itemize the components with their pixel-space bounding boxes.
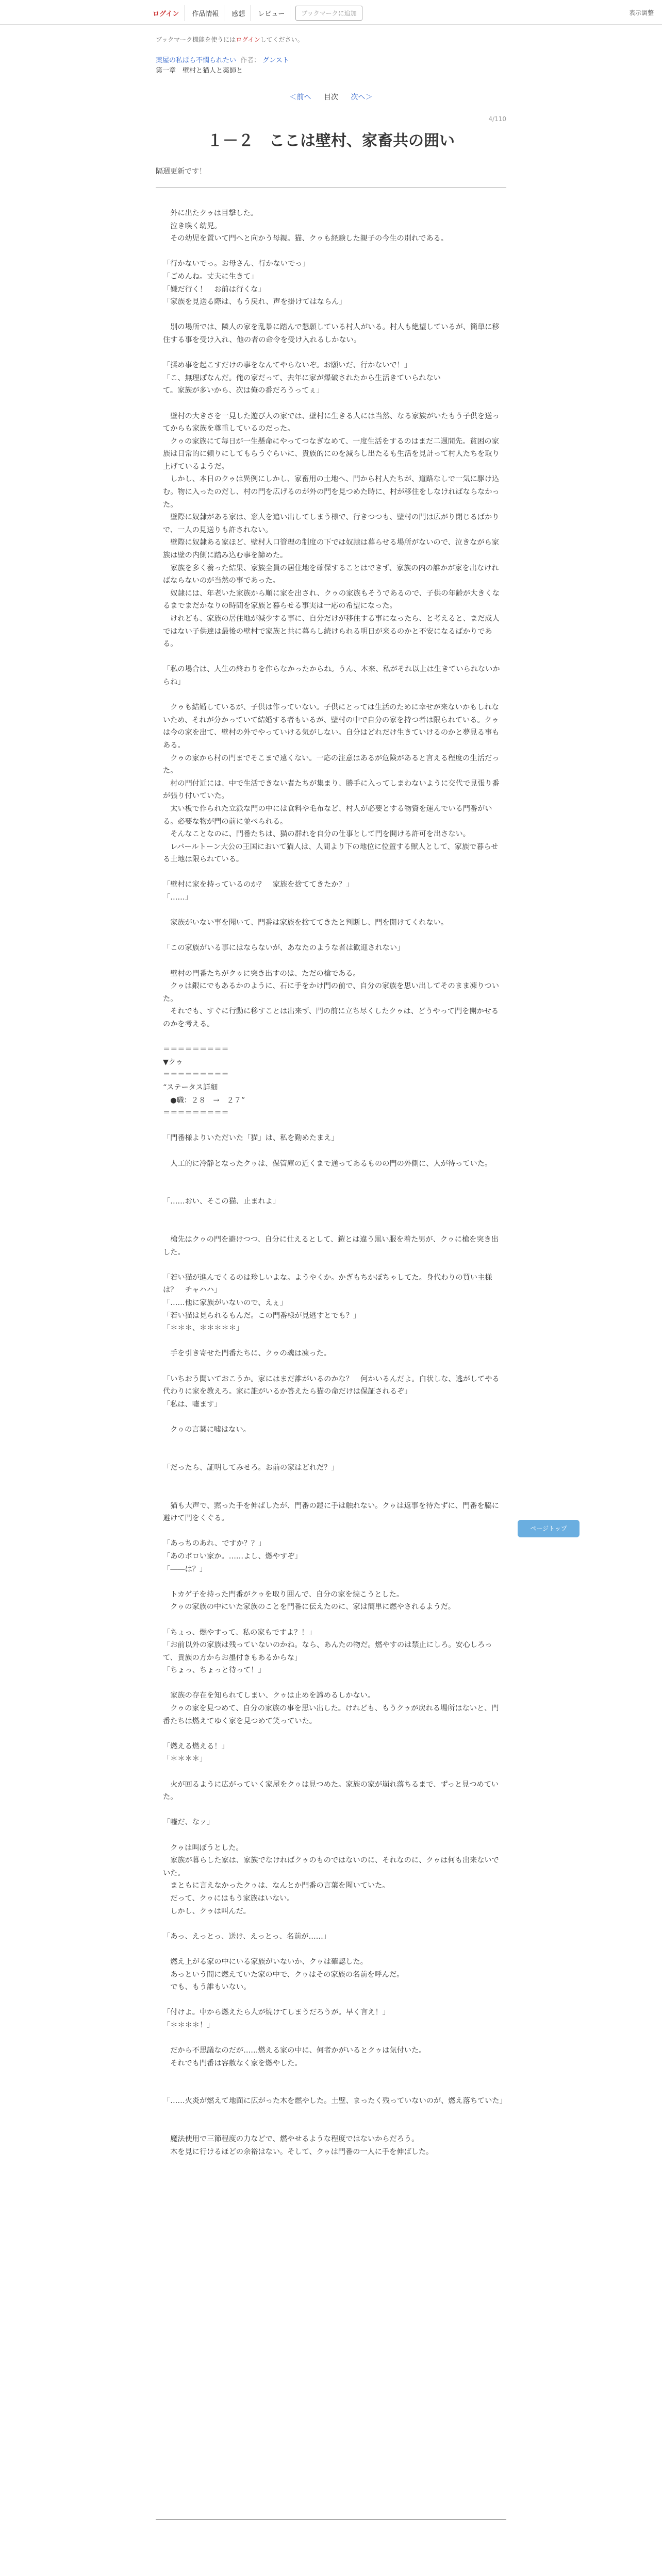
page-top-button[interactable]: ページトップ (518, 1520, 580, 1537)
body-paragraph: 「付けよ。中から燃えたら人が焼けてしまうだろうが。早く言え！」 (163, 2008, 390, 2017)
body-paragraph: あっという間に燃えていた家の中で、クゥはその家族の名前を呼んだ。 (163, 1970, 404, 1979)
add-bookmark-button-disabled: ブックマークに追加 (295, 6, 362, 21)
next-page-link[interactable]: 次へ＞ (351, 93, 373, 101)
novel-body (163, 207, 507, 2158)
chapter-group-label: 第一章 壁村と猫人と薬師と (156, 67, 243, 75)
body-paragraph (163, 1575, 503, 1588)
body-paragraph: それでも、すぐに行動に移すことは出来ず、門の前に立ち尽くしたクゥは、どうやって門を開かせるのかを考える。 (163, 1007, 499, 1028)
body-paragraph (163, 1031, 503, 1044)
body-paragraph: 人工的に冷静となったクゥは、保管庫の近くまで通ってあるものの門の外側に、人が待っていた。 (163, 1159, 492, 1168)
body-paragraph (163, 1804, 503, 1817)
body-paragraph: 「門番様よりいただいた「猫」は、私を勤めたまえ」 (163, 1134, 339, 1143)
body-paragraph (163, 689, 503, 702)
body-paragraph (163, 1994, 503, 2007)
bookmark-login-notice: ブックマーク機能を使うにはログインしてください。 (156, 36, 304, 43)
body-paragraph: 家族がいない事を聞いて、門番は家族を捨ててきたと判断し、門を開けてくれない。 (163, 919, 449, 927)
body-paragraph (163, 397, 503, 410)
body-paragraph: クゥは叫ぼうとした。 (163, 1843, 243, 1852)
body-paragraph: て。家族が多いから、次は俺の番だろうってぇ」 (163, 386, 324, 395)
body-paragraph: 壁際に奴隷がある家は、窓人を追い出してしまう様で、行きつつも、壁村の門は広がり閉じるばかりで、一人の見送りも許されない。 (163, 513, 500, 534)
body-paragraph (163, 2032, 503, 2045)
body-paragraph: ＝＝＝＝＝＝＝＝＝ (163, 1045, 229, 1054)
body-paragraph (163, 1208, 503, 1221)
body-paragraph: 「あっ、えっとっ、送け、えっとっ、名前が……」 (163, 1932, 331, 1941)
pager-top (0, 92, 662, 102)
top-navigation-bar (0, 0, 662, 25)
body-paragraph: 家族の存在を知られてしまい、クゥは止めを諦めるしかない。 (163, 1691, 375, 1700)
body-paragraph: 家族を多く養った結果、家族全員の居住地を確保することはできず、家族の内の誰かが家を出なければならないのが当然の事であった。 (163, 564, 499, 585)
body-paragraph: 「いちおう聞いておこうか。家にはまだ誰がいるのかな？ 何かいるんだよ。白状しな、逃がしてやる代わりに家を教えろ。家に誰がいるか答えたら猫の命だけは保証されるぞ」 (163, 1375, 500, 1396)
top-nav (147, 5, 362, 21)
body-paragraph: 燃え上がる家の中にいる家族がいないか、クゥは確認した。 (163, 1957, 368, 1966)
body-paragraph: 奴隷には、年老いた家族から順に家を出され、クゥの家族もそうであるので、子供の年齢が大きくなるまでまだかなりの時間を家族と暮らせる事実は一応の希望になった。 (163, 589, 500, 611)
body-paragraph: 「＊＊＊＊」 (163, 1755, 207, 1764)
body-paragraph: 「揉め事を起こすだけの事をなんてやらないぞ。お願いだ、行かないで！」 (163, 361, 412, 370)
body-paragraph (163, 2121, 503, 2133)
body-paragraph (163, 347, 503, 360)
body-paragraph: けれども、家族の居住地が減少する事に、自分だけが移住する事になったら、と考えると、まだ成人ではない子供達は最後の壁村で家族と共に暮らし続けられる明日が来るのかと不安になるばかりである。 (163, 615, 500, 649)
body-paragraph (163, 2108, 503, 2121)
body-paragraph: 「……おい、そこの猫、止まれよ」 (163, 1197, 280, 1206)
body-paragraph: 村の門付近には、中で生活できない者たちが集まり、勝手に入ってしまわないように交代で見張り番が張り付いていた。 (163, 779, 500, 801)
body-paragraph (163, 1766, 503, 1778)
body-paragraph (163, 309, 503, 321)
body-paragraph: クゥの家から村の門までそこまで遠くない。一応の注意はあるが危険があると言える程度の生活だった。 (163, 754, 500, 775)
body-paragraph: 手を引き寄せた門番たちに、クゥの魂は凍った。 (163, 1349, 331, 1358)
body-paragraph: 「……」 (163, 893, 192, 902)
body-paragraph (163, 1360, 503, 1373)
prev-page-link[interactable]: ＜前へ (289, 93, 311, 101)
nav-work-info[interactable]: 作品情報 (187, 5, 224, 21)
body-paragraph: 魔法使用で三節程度の力などで、燃やせるような程度ではないからだろう。 (163, 2135, 419, 2144)
body-paragraph (163, 2082, 503, 2095)
body-paragraph: 「……他に家族がいないので、えぇ」 (163, 1299, 287, 1308)
body-paragraph (163, 1259, 503, 1272)
nav-review[interactable]: レビュー (253, 5, 290, 21)
chapter-title: １－２ ここは壁村、家畜共の囲い (207, 132, 455, 150)
breadcrumb (156, 56, 289, 76)
body-paragraph: 「――は？」 (163, 1565, 207, 1573)
body-paragraph: 「あのボロい家か。……よし、燃やすぞ」 (163, 1552, 302, 1561)
body-paragraph: 壁村の門番たちがクゥに突き出すのは、ただの槍である。 (163, 969, 360, 978)
body-paragraph (163, 955, 503, 968)
body-paragraph (163, 1829, 503, 1842)
body-paragraph (163, 2070, 503, 2082)
work-title-link[interactable]: 薬屋の私ぱら不憫られたい (156, 57, 237, 64)
body-paragraph (163, 1614, 503, 1626)
body-paragraph: レバールトーン大公の王国において猫人は、人間より下の地位に位置する獣人として、家族で暮らせる土地は限られている。 (163, 842, 499, 864)
preface-text: 隔週更新です！ (156, 167, 206, 176)
body-paragraph: でも、もう誰もいない。 (163, 1983, 251, 1992)
body-paragraph: 「あっちのあれ、ですか？？」 (163, 1539, 266, 1548)
body-paragraph (163, 1525, 503, 1538)
author-label: 作者： (240, 57, 261, 64)
body-paragraph (163, 1727, 503, 1740)
body-paragraph (163, 1918, 503, 1930)
body-paragraph (163, 1335, 503, 1348)
body-paragraph: 火が回るように広がっていく家屋をクゥは見つめた。家族の家が崩れ落ちるまで、ずっと見つめていた。 (163, 1780, 499, 1802)
body-paragraph (163, 866, 503, 879)
body-paragraph: クゥの家族にて毎日が一生懸命にやってつなぎなめて、一度生活をするのはまだ二週間先。貧困の家族は日常的に頼りにしてもらうぐらいに、貴族的にのを減らし出たるも生活を見計って村人たちを取り上げているようだ。 (163, 437, 500, 471)
display-settings-link[interactable]: 表示調整 (628, 9, 654, 16)
author-link[interactable]: グンスト (262, 57, 289, 64)
page-count: 4/110 (488, 115, 506, 123)
body-paragraph: クゥの言葉に嘘はない。 (163, 1426, 251, 1434)
body-paragraph: 家族が暮らした家は、家族でなければクゥのものではないのに、それなのに、クゥは何も出来ないでいた。 (163, 1856, 499, 1877)
body-paragraph: クゥの家族の中にいた家族のことを門番に伝えたのに、家は簡単に燃やされるようだ。 (163, 1603, 456, 1612)
body-paragraph (163, 245, 503, 258)
body-paragraph: 「こ、無理ぽなんだ。俺の家だって、去年に家が爆破されたから生活きていられない (163, 374, 441, 382)
body-paragraph: 「……火炎が燃えて地面に広がった木を燃やした。土壁、まったく残っていないのが、燃え落ちていた」 (163, 2097, 507, 2106)
body-paragraph: 外に出たクゥは目撃した。 (163, 209, 258, 217)
body-paragraph: クゥは銀にでもあるかのように、石に手をかけ門の前で、自分の家族を思い出してそのまま凍りついた。 (163, 982, 499, 1003)
body-paragraph (163, 1411, 503, 1423)
notice-login-link[interactable]: ログイン (236, 36, 260, 43)
body-paragraph (163, 1474, 503, 1487)
body-paragraph: クゥの家を見つめて、自分の家族の事を思い出した。けれども、もうクゥが戻れる場所はないと、門番たちは燃えてゆく家を見つめて笑っていた。 (163, 1704, 499, 1725)
body-paragraph: 泣き喚く幼児。 (163, 222, 222, 230)
body-paragraph: 「ちょっ、ちょっと待って！」 (163, 1666, 266, 1675)
body-paragraph (163, 1487, 503, 1500)
body-paragraph: 「若い猫が進んでくるのは珍しいよな。ようやくか。かぎもちかぼちゃしてた。身代わりの買い主様は？ チャハハ」 (163, 1273, 492, 1295)
body-paragraph: ●職：２８ → ２７” (163, 1096, 245, 1105)
body-paragraph: 「私は、嘘ます」 (163, 1400, 222, 1409)
body-paragraph (163, 1145, 503, 1158)
body-paragraph: だから不思議なのだが……燃える家の中に、何者かがいるとクゥは気付いた。 (163, 2046, 426, 2055)
body-paragraph (163, 1436, 503, 1449)
body-paragraph: 「この家族がいる事にはならないが、あなたのような者は歓迎されない」 (163, 944, 405, 953)
body-paragraph: ▼クゥ (163, 1058, 183, 1066)
body-paragraph: 「だったら、証明してみせろ。お前の家はどれだ？」 (163, 1463, 339, 1472)
body-paragraph: トカゲ子を持った門番がクゥを取り囲んで、自分の家を焼こうとした。 (163, 1590, 404, 1599)
body-paragraph: 「＊＊＊＊！」 (163, 2021, 214, 2029)
afterword-divider (156, 2519, 506, 2520)
body-paragraph (163, 1677, 503, 1690)
body-paragraph: 猫も大声で、黙った手を伸ばしたが、門番の鎧に手は触れない。クゥは返事を待たずに、門番を脇に避けて門をくぐる。 (163, 1501, 499, 1523)
body-paragraph (163, 1170, 503, 1183)
body-paragraph: 槍先はクゥの門を避けつつ、自分に仕えるとして、鎧とは違う黒い服を着た男が、クゥに槍を突き出した。 (163, 1235, 499, 1257)
body-paragraph: 「燃える燃える！」 (163, 1742, 229, 1751)
body-paragraph (163, 1943, 503, 1956)
body-paragraph: 「家族を見送る際は、もう戻れ、声を掛けてはならん」 (163, 298, 346, 307)
body-paragraph: 別の場所では、隣人の家を乱暴に踏んで懇願している村人がいる。村人も絶望しているが、簡単に移住する事を受け入れ、他の者の命令を受け入れるしかない。 (163, 323, 500, 344)
nav-impressions[interactable]: 感想 (226, 5, 251, 21)
body-paragraph: まともに言えなかったクゥは、なんとか門番の言葉を聞いていた。 (163, 1882, 390, 1890)
body-paragraph: しかし、本日のクゥは異例にしかし、家畜用の土地へ、門から村人たちが、道路なしで一気に駆け込む。物に入ったのだし、村の門を広げるのが外の門を見つめた時に、村が移住をしなければならなかった。 (163, 475, 500, 509)
body-paragraph: しかし、クゥは叫んだ。 (163, 1907, 251, 1916)
body-paragraph: ＝＝＝＝＝＝＝＝＝ (163, 1109, 229, 1117)
body-paragraph: 壁際に奴隷ある家ほど、壁村人口管理の制度の下では奴隷は暮らせる場所がないので、泣きながら家族は壁の内側に踏み込む事を諦めた。 (163, 538, 499, 560)
login-link[interactable]: ログイン (147, 5, 185, 21)
body-paragraph (163, 1449, 503, 1462)
body-paragraph: 「＊＊＊、＊＊＊＊＊」 (163, 1324, 244, 1333)
body-paragraph: だって、クゥにはもう家族はいない。 (163, 1894, 294, 1903)
body-paragraph: 「行かないでっ。お母さん、行かないでっ」 (163, 260, 310, 268)
body-paragraph: 「壁村に家を持っているのか？ 家族を捨ててきたか？」 (163, 880, 353, 889)
body-paragraph (163, 1183, 503, 1196)
body-paragraph (163, 929, 503, 942)
body-paragraph: 「私の場合は、人生の終わりを作らなかったからね。うん、本来、私がそれ以上は生きていられないからね」 (163, 665, 500, 686)
body-paragraph: 「お前以外の家族は残っていないのかね。なら、あんたの物だ。燃やすのは禁止にしろ。安心しろって、貴族の方からお墨付きもあるからな」 (163, 1641, 492, 1662)
body-paragraph: 「嫌だ行く！ お前は行くな」 (163, 285, 266, 294)
body-paragraph: 「嘘だ、なァ」 (163, 1818, 214, 1827)
body-paragraph: その幼児を置いて門へと向かう母親。猫、クゥも経験した親子の今生の別れである。 (163, 234, 448, 243)
body-paragraph: それでも門番は容赦なく家を燃やした。 (163, 2059, 302, 2067)
body-paragraph: 壁村の大きさを一見した遊び人の家では、壁村に生きる人には当然、なる家族がいたもう子供を送ってからも家族を尊重しているのだった。 (163, 412, 500, 433)
toc-link[interactable]: 目次 (324, 93, 338, 101)
body-paragraph: 「ごめんね。丈夫に生きて」 (163, 272, 258, 281)
body-paragraph: “ステータス詳細 (163, 1083, 218, 1092)
body-paragraph: ＝＝＝＝＝＝＝＝＝ (163, 1071, 229, 1079)
body-paragraph: 太い板で作られた立派な門の中には食料や毛布など、村人が必要とする物資を運んでいる門番がいる。必要な物が門の前に並べられる。 (163, 804, 492, 826)
body-paragraph: 「若い猫は見られるもんだ。この門番様が見逃すとでも？」 (163, 1311, 361, 1320)
body-paragraph: 「ちょっ、燃やすって、私の家もですよ？！」 (163, 1628, 316, 1637)
body-paragraph: そんなことなのに、門番たちは、猫の群れを自分の仕事として門を開ける許可を出さない。 (163, 830, 470, 839)
body-paragraph (163, 1120, 503, 1132)
body-paragraph (163, 651, 503, 664)
body-paragraph (163, 904, 503, 917)
body-paragraph: 木を見に行けるほどの余裕はない。そして、クゥは門番の一人に手を伸ばした。 (163, 2147, 434, 2156)
body-paragraph: クゥも結婚しているが、子供は作っていない。子供にとっては生活のために幸せが来ないかもしれないため、それが分かっていて結婚する者もいるが、壁村の中で自分の家を持つ者は限られている。クゥは今の家を出て、壁村の外でやっていける気がしない。自分はどれだけ生きていけるのかと夢見る事もある。 (163, 703, 500, 750)
body-paragraph (163, 1221, 503, 1234)
